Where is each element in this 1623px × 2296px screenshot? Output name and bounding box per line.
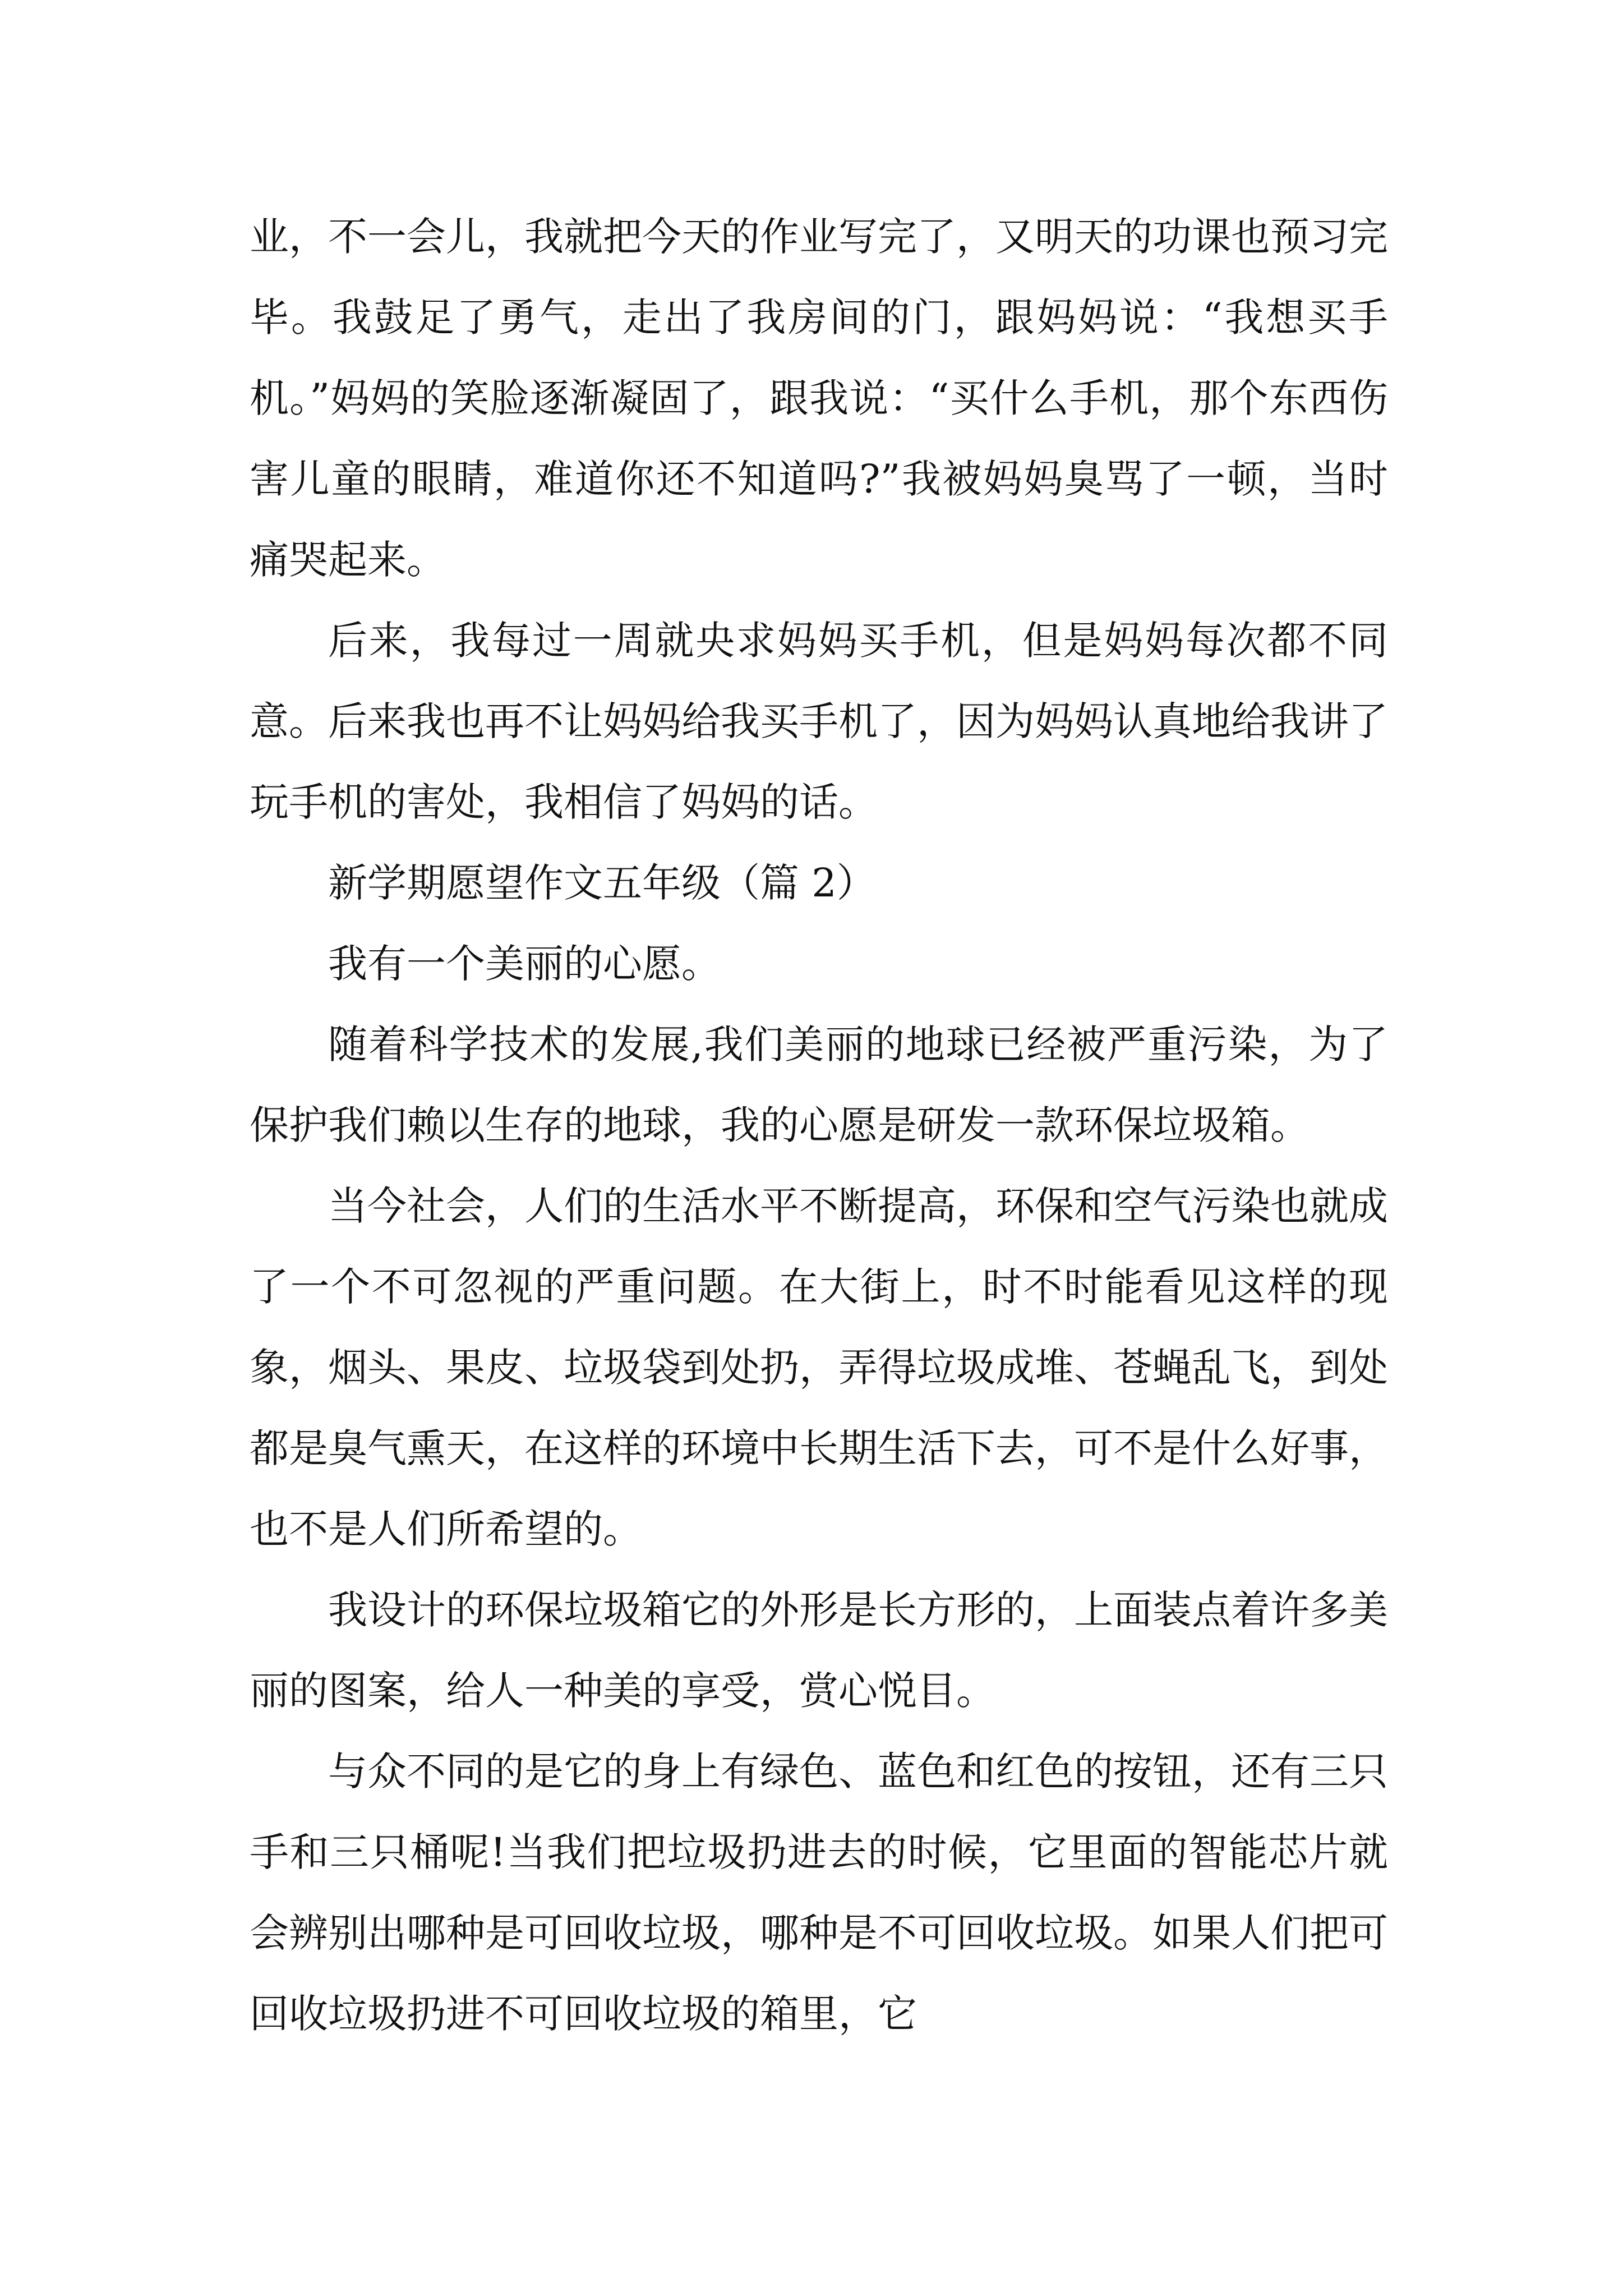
paragraph: 与众不同的是它的身上有绿色、蓝色和红色的按钮，还有三只手和三只桶呢!当我们把垃圾扔进去的时候，它里面的智能芯片就会辨别出哪种是可回收垃圾，哪种是不可回收垃圾。如果人们把可回收垃圾扔进不可回收垃圾的箱里，它 [250,1749,1388,2037]
paragraph: 随着科学技术的发展,我们美丽的地球已经被严重污染，为了保护我们赖以生存的地球，我的心愿是研发一款环保垃圾箱。 [250,1022,1388,1148]
paragraph: 我设计的环保垃圾箱它的外形是长方形的，上面装点着许多美丽的图案，给人一种美的享受，赏心悦目。 [250,1587,1388,1714]
document-body [250,196,1388,2054]
paragraph-continued: 业，不一会儿，我就把今天的作业写完了，又明天的功课也预习完毕。我鼓足了勇气，走出了我房间的门，跟妈妈说：“我想买手机。”妈妈的笑脸逐渐凝固了，跟我说：“买什么手机，那个东西伤害儿童的眼睛，难道你还不知道吗?”我被妈妈臭骂了一顿，当时痛哭起来。 [250,214,1388,583]
paragraph: 我有一个美丽的心愿。 [328,941,721,987]
section-heading: 新学期愿望作文五年级（篇 2） [328,860,876,906]
paragraph: 后来，我每过一周就央求妈妈买手机，但是妈妈每次都不同意。后来我也再不让妈妈给我买手机了，因为妈妈认真地给我讲了玩手机的害处，我相信了妈妈的话。 [250,618,1388,825]
paragraph: 当今社会，人们的生活水平不断提高，环保和空气污染也就成了一个不可忽视的严重问题。在大街上，时不时能看见这样的现象，烟头、果皮、垃圾袋到处扔，弄得垃圾成堆、苍蝇乱飞，到处都是臭气熏天，在这样的环境中长期生活下去，可不是什么好事，也不是人们所希望的。 [250,1183,1388,1552]
